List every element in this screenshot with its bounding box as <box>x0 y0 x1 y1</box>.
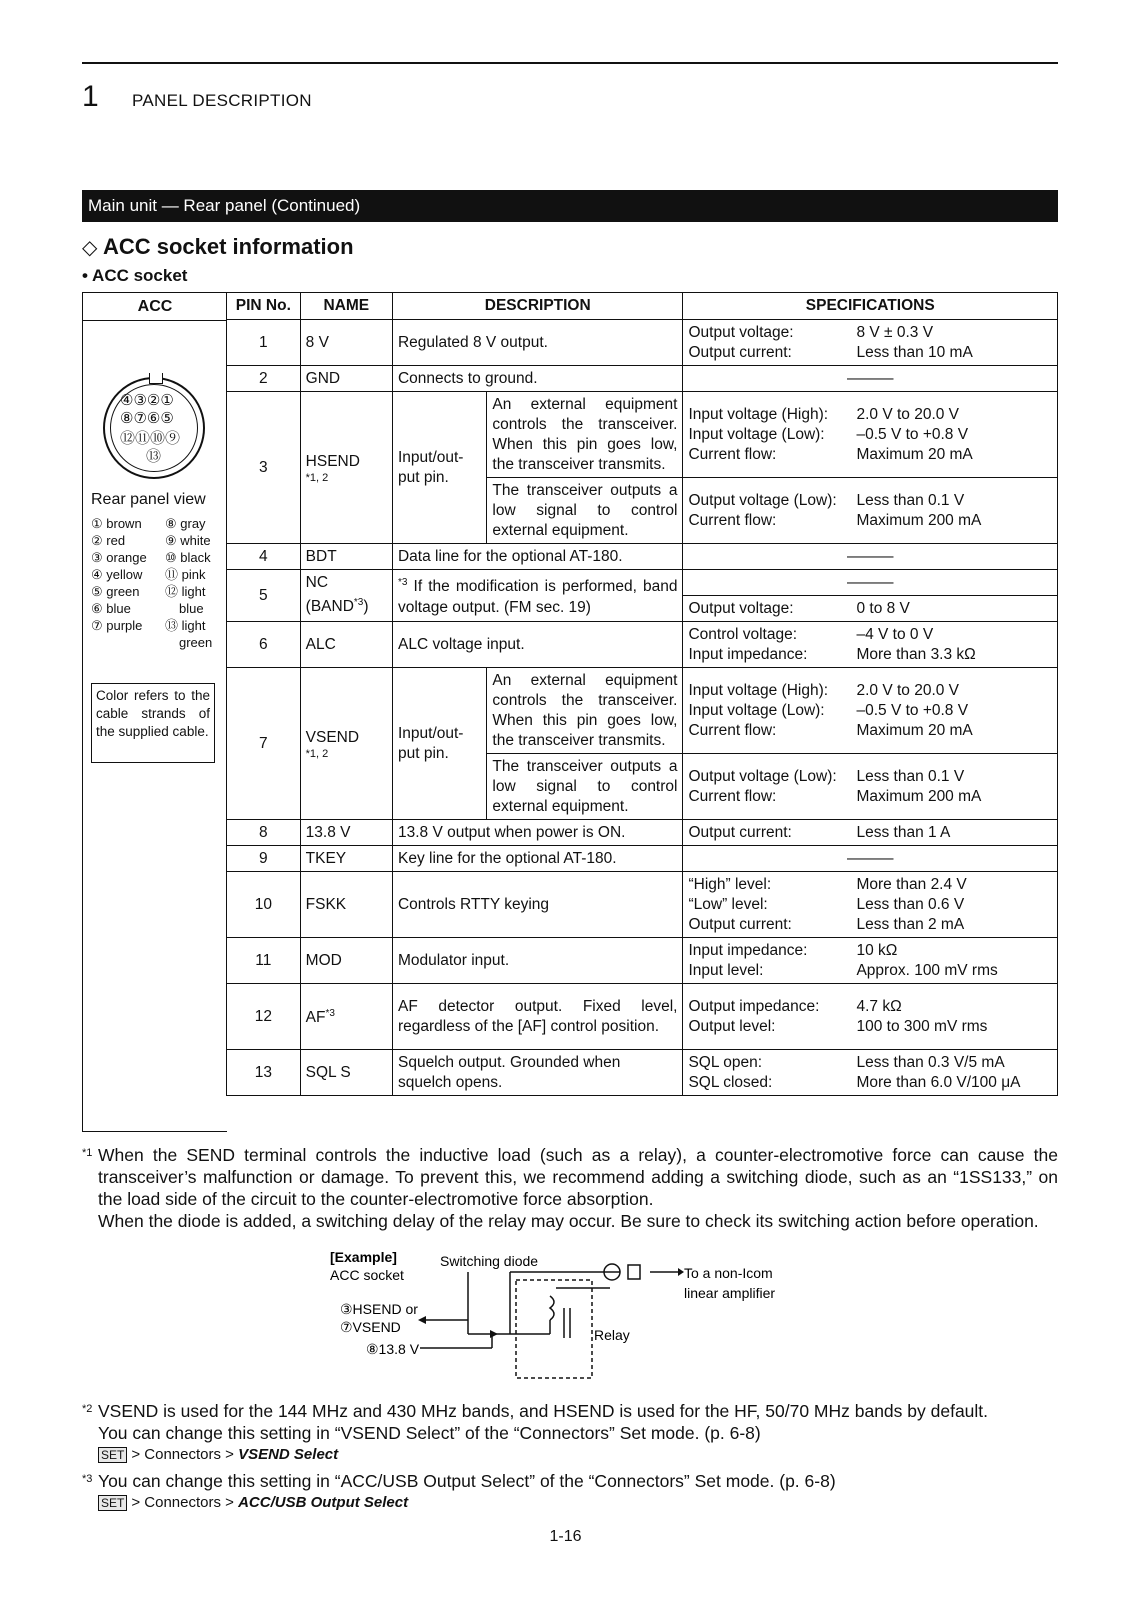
spec-cell: Output current: Less than 1 A <box>683 820 1058 846</box>
menu-path: SET > Connectors > ACC/USB Output Select <box>82 1492 1058 1514</box>
table-row <box>227 1050 1058 1096</box>
subsection-title: • ACC socket <box>82 266 188 285</box>
name-cell: 8 V <box>300 320 392 366</box>
footnote-mark: *1 <box>82 1147 93 1159</box>
name-cell: SQL S <box>300 1050 392 1096</box>
pin-cell: 11 <box>227 938 301 984</box>
name-cell: ALC <box>300 622 392 668</box>
spec-cell: Output voltage: 8 V ± 0.3 V Output current: Less than 10 mA <box>683 320 1058 366</box>
col-specifications: SPECIFICATIONS <box>683 293 1058 320</box>
color-item <box>91 634 165 651</box>
color-item: ⑬ light <box>165 618 206 633</box>
acc-column <box>82 292 227 1132</box>
col-description: DESCRIPTION <box>392 293 682 320</box>
color-item: ⑦ purple <box>91 618 143 633</box>
footnote-3 <box>82 1470 1058 1514</box>
spec-cell: Input voltage (High): 2.0 V to 20.0 V Input voltage (Low): –0.5 V to +0.8 V Current flow: Maximum 20 mA <box>683 668 1058 754</box>
footnote-mark: *2 <box>82 1403 93 1415</box>
color-item: ① brown <box>91 516 142 531</box>
pin-row-2: ⑧⑦⑥⑤ <box>120 410 174 427</box>
rear-panel-view-label: Rear panel view <box>91 491 206 508</box>
color-item: ⑪ pink <box>165 567 206 582</box>
footnote-text: When the diode is added, a switching delay of the relay may occur. Be sure to check its switching action before operation. <box>98 1211 1039 1231</box>
name-cell: GND <box>300 366 392 392</box>
footnote-text: VSEND is used for the 144 MHz and 430 MHz bands, and HSEND is used for the HF, 50/70 MHz bands by default. <box>98 1401 989 1421</box>
set-key-icon: SET <box>98 1495 127 1511</box>
color-item: ⑨ white <box>165 533 211 548</box>
desc-cell: Regulated 8 V output. <box>392 320 682 366</box>
spec-cell: ——— <box>683 846 1058 872</box>
pin-cell: 5 <box>227 570 301 622</box>
color-item: ⑤ green <box>91 584 140 599</box>
name-cell: NC (BAND$^{*3}$) <box>300 570 392 622</box>
table-row <box>227 544 1058 570</box>
desc-cell: Key line for the optional AT-180. <box>392 846 682 872</box>
table-row <box>227 938 1058 984</box>
spec-cell: ——— <box>683 366 1058 392</box>
menu-path: SET > Connectors > VSEND Select <box>82 1444 1058 1466</box>
chapter-title: PANEL DESCRIPTION <box>132 91 312 110</box>
desc-cell: $^{*3}$ If the modification is performed, band voltage output. (FM sec. 19) <box>392 570 682 622</box>
diode-arrow <box>490 1330 498 1338</box>
color-item: ⑧ gray <box>165 516 206 531</box>
diamond-icon: ◇ <box>82 237 103 259</box>
pin-cell: 8 <box>227 820 301 846</box>
spec-cell: ——— <box>683 544 1058 570</box>
color-item: ⑫ light <box>165 584 206 599</box>
page-number: 1-16 <box>549 1528 582 1545</box>
table-row <box>227 320 1058 366</box>
hsend-label: ③HSEND or <box>340 1301 418 1317</box>
spec-cell: “High” level: More than 2.4 V “Low” level: Less than 0.6 V Output current: Less than 2 mA <box>683 872 1058 938</box>
color-item: green <box>179 635 213 650</box>
name-cell: VSEND *1, 2 <box>300 668 392 820</box>
color-legend <box>91 515 212 651</box>
spec-cell: Input impedance: 10 kΩ Input level: Approx. 100 mV rms <box>683 938 1058 984</box>
color-item: ③ orange <box>91 550 147 565</box>
desc-cell: Squelch output. Grounded when squelch opens. <box>392 1050 682 1096</box>
pin-cell: 12 <box>227 984 301 1050</box>
spec-cell: Output voltage (Low): Less than 0.1 V Current flow: Maximum 200 mA <box>683 478 1058 544</box>
name-cell: MOD <box>300 938 392 984</box>
chapter-number: 1 <box>82 80 99 113</box>
pin-row-3: ⑫⑪⑩⑨ <box>120 430 181 447</box>
footnote-1 <box>82 1144 1058 1232</box>
acc-column-header: ACC <box>83 293 227 321</box>
desc-detail-cell: An external equipment controls the transceiver. When this pin goes low, the transceiver transmits. <box>487 668 683 754</box>
table-row <box>227 984 1058 1050</box>
relay-label: Relay <box>594 1327 630 1343</box>
name-cell: AF$^{*3}$ <box>300 984 392 1050</box>
pin-cell: 6 <box>227 622 301 668</box>
vsend-label: ⑦VSEND <box>340 1319 401 1335</box>
table-row <box>227 846 1058 872</box>
col-name: NAME <box>300 293 392 320</box>
linear-amp-label: linear amplifier <box>684 1285 776 1301</box>
switching-diode-label: Switching diode <box>440 1253 539 1269</box>
desc-detail-cell: The transceiver outputs a low signal to control external equipment. <box>487 754 683 820</box>
table-row <box>227 622 1058 668</box>
table-row <box>227 872 1058 938</box>
color-item: blue <box>179 601 204 616</box>
desc-detail-cell: An external equipment controls the transceiver. When this pin goes low, the transceiver transmits. <box>487 392 683 478</box>
name-cell: HSEND *1, 2 <box>300 392 392 544</box>
circuit-lines <box>420 1264 678 1378</box>
color-item: ② red <box>91 533 126 548</box>
desc-cell: Connects to ground. <box>392 366 682 392</box>
desc-cell: Modulator input. <box>392 938 682 984</box>
desc-detail-cell: The transceiver outputs a low signal to control external equipment. <box>487 478 683 544</box>
name-cell: FSKK <box>300 872 392 938</box>
spec-cell: SQL open: Less than 0.3 V/5 mA SQL closed: More than 6.0 V/100 μA <box>683 1050 1058 1096</box>
table-row <box>227 570 1058 596</box>
desc-cell: 13.8 V output when power is ON. <box>392 820 682 846</box>
table-row <box>227 392 1058 478</box>
set-key-icon: SET <box>98 1447 127 1463</box>
desc-cell: Input/out-put pin. <box>392 668 486 820</box>
pin-cell: 7 <box>227 668 301 820</box>
v138-label: ⑧13.8 V <box>366 1341 420 1357</box>
pin-cell: 9 <box>227 846 301 872</box>
color-item: ⑩ black <box>165 550 211 565</box>
section-title: ◇ ACC socket information <box>82 234 354 259</box>
desc-cell: ALC voltage input. <box>392 622 682 668</box>
section-banner: Main unit — Rear panel (Continued) <box>82 190 1058 222</box>
desc-cell: Controls RTTY keying <box>392 872 682 938</box>
pin-cell: 13 <box>227 1050 301 1096</box>
footnote-text: You can change this setting in “VSEND Select” of the “Connectors” Set mode. (p. 6-8) <box>98 1423 761 1443</box>
desc-cell: Data line for the optional AT-180. <box>392 544 682 570</box>
pin-cell: 10 <box>227 872 301 938</box>
spec-cell: Output voltage (Low): Less than 0.1 V Current flow: Maximum 200 mA <box>683 754 1058 820</box>
relay-circuit-diagram <box>320 1248 840 1388</box>
pin-row-1: ④③②① <box>120 392 174 409</box>
color-item: ④ yellow <box>91 567 143 582</box>
connector-key <box>149 373 163 384</box>
input-arrow-icon <box>418 1316 426 1324</box>
color-item: ⑥ blue <box>91 601 131 616</box>
footnote-text: You can change this setting in “ACC/USB Output Select” of the “Connectors” Set mode. (p. 6-8) <box>98 1471 836 1491</box>
acc-socket-table <box>226 292 1058 1096</box>
example-label: [Example] <box>330 1249 397 1265</box>
spec-cell: Control voltage: –4 V to 0 V Input impedance: More than 3.3 kΩ <box>683 622 1058 668</box>
table-row <box>227 820 1058 846</box>
desc-cell: Input/out-put pin. <box>392 392 486 544</box>
name-cell: BDT <box>300 544 392 570</box>
pin-cell: 2 <box>227 366 301 392</box>
pin-cell: 4 <box>227 544 301 570</box>
footnote-text: When the SEND terminal controls the inductive load (such as a relay), a counter-electromotive force can cause the transceiver’s malfunction or damage. To prevent this, we recommend adding a switching diode, such as an “1SS133,” on the load side of the circuit to the counter-electromotive force absorption. <box>98 1145 1058 1209</box>
pin-cell: 3 <box>227 392 301 544</box>
spec-cell: Output impedance: 4.7 kΩ Output level: 100 to 300 mV rms <box>683 984 1058 1050</box>
cable-color-note: Color refers to the cable strands of the supplied cable. <box>91 683 215 763</box>
name-cell: 13.8 V <box>300 820 392 846</box>
spec-cell: Input voltage (High): 2.0 V to 20.0 V Input voltage (Low): –0.5 V to +0.8 V Current flow: Maximum 20 mA <box>683 392 1058 478</box>
table-header-row <box>227 293 1058 320</box>
acc-socket-label: ACC socket <box>330 1267 404 1283</box>
desc-cell: AF detector output. Fixed level, regardless of the [AF] control position. <box>392 984 682 1050</box>
name-cell: TKEY <box>300 846 392 872</box>
spec-cell: ——— <box>683 570 1058 596</box>
spec-cell: Output voltage: 0 to 8 V <box>683 596 1058 622</box>
footnote-mark: *3 <box>82 1473 93 1485</box>
footnote-2 <box>82 1400 1058 1466</box>
pin-row-4: ⑬ <box>146 448 162 465</box>
connector-diagram <box>103 377 205 479</box>
pin-cell: 1 <box>227 320 301 366</box>
to-non-icom-label: To a non-Icom <box>684 1265 773 1281</box>
table-row <box>227 668 1058 754</box>
table-row <box>227 366 1058 392</box>
header-rule <box>82 62 1058 64</box>
col-pin: PIN No. <box>227 293 301 320</box>
